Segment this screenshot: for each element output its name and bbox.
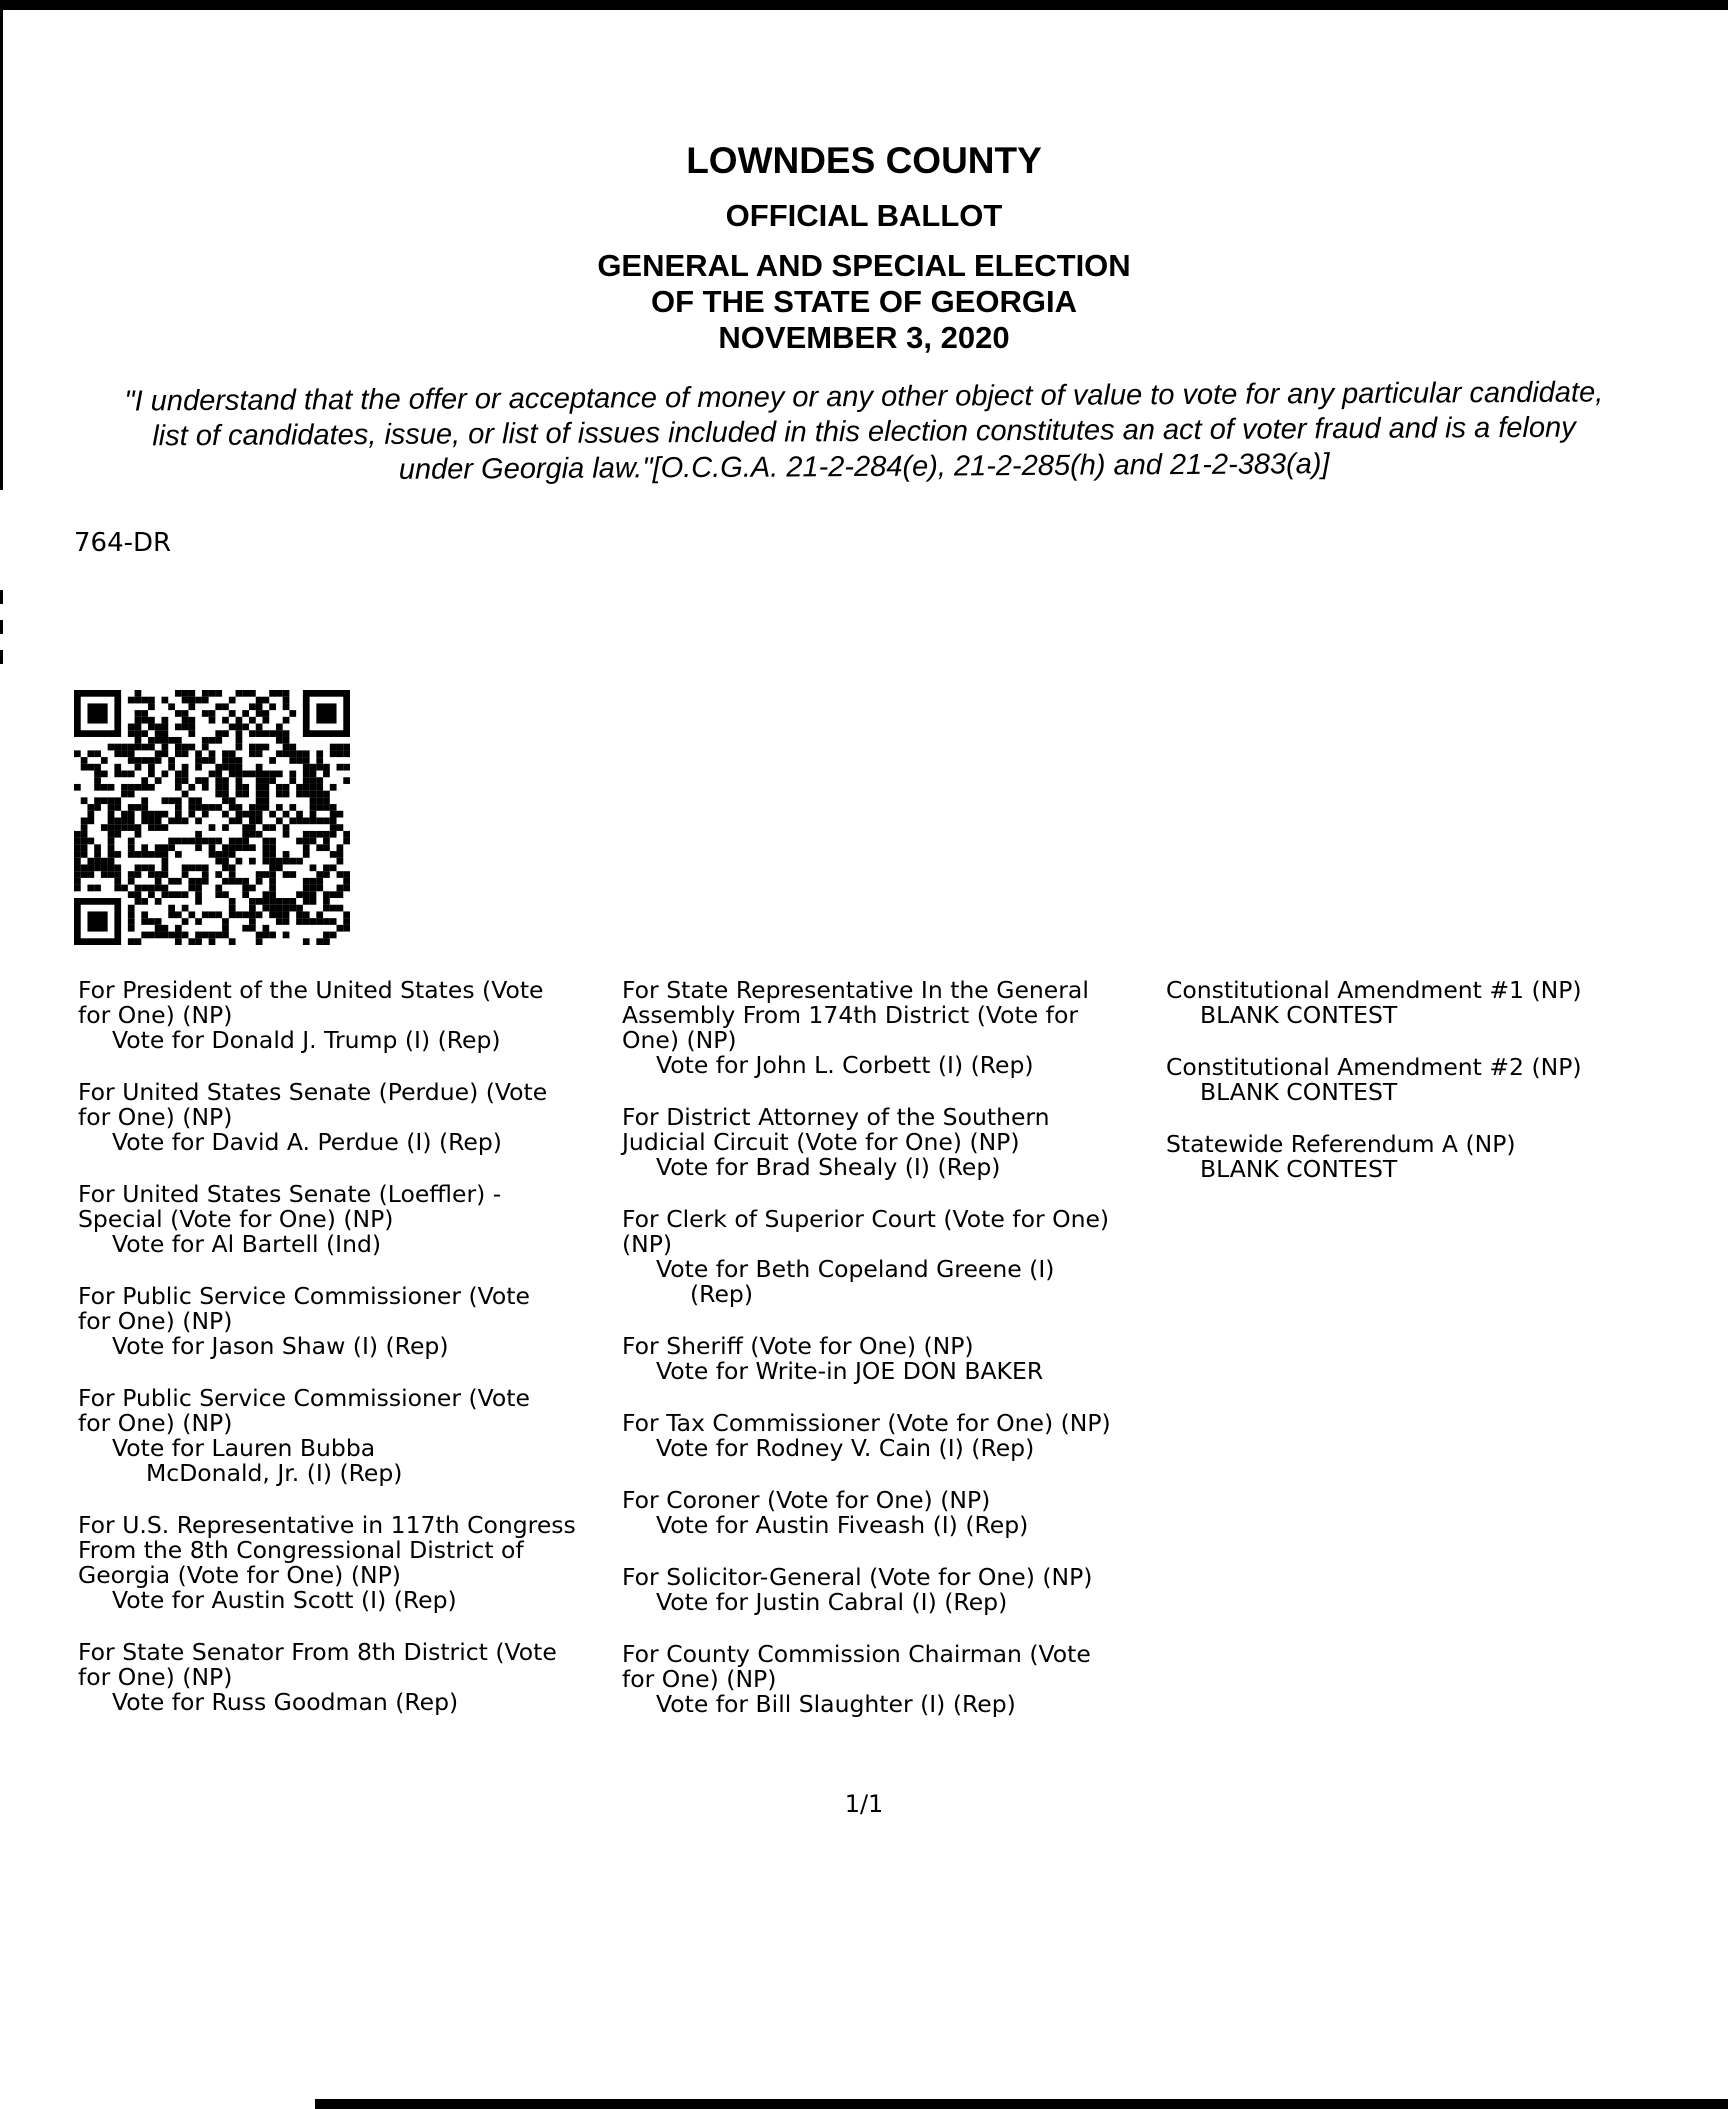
oath-line-1: "I understand that the offer or acceptance of money or any other object of value to vote for any particular candidate,: [124, 376, 1604, 418]
contest-selection: Vote for Beth Copeland Greene (I): [656, 1255, 1055, 1283]
contest-selection-continued: McDonald, Jr. (I) (Rep): [146, 1459, 403, 1487]
election-heading: [0, 248, 1728, 356]
contest: [622, 1411, 1162, 1461]
contest-title: For Clerk of Superior Court (Vote for One) (NP): [622, 1205, 1110, 1258]
contest-selection: BLANK CONTEST: [1200, 1078, 1398, 1106]
contest-title: For United States Senate (Loeffler) - Special (Vote for One) (NP): [78, 1180, 502, 1233]
contest-title: For District Attorney of the Southern Judicial Circuit (Vote for One) (NP): [622, 1103, 1050, 1156]
contest-title: For County Commission Chairman (Vote for One) (NP): [622, 1640, 1091, 1693]
ballot-type-title: OFFICIAL BALLOT: [725, 198, 1003, 233]
contest: [622, 978, 1162, 1078]
contest-selection: Vote for David A. Perdue (I) (Rep): [112, 1128, 502, 1156]
contest: [622, 1488, 1162, 1538]
contest: [78, 1386, 618, 1486]
contest-selection: Vote for Al Bartell (Ind): [112, 1230, 382, 1258]
contest-selection: Vote for Rodney V. Cain (I) (Rep): [656, 1434, 1035, 1462]
contest-title: Constitutional Amendment #1 (NP): [1166, 976, 1582, 1004]
contest: [78, 1080, 618, 1155]
election-line-1: GENERAL AND SPECIAL ELECTION: [597, 248, 1131, 283]
contest: [1166, 1055, 1686, 1105]
ballot-column-3: [1166, 978, 1686, 1209]
contest-title: For State Senator From 8th District (Vote for One) (NP): [78, 1638, 557, 1691]
election-date: NOVEMBER 3, 2020: [718, 320, 1010, 355]
qr-code: [74, 690, 350, 945]
contest-selection: Vote for Austin Fiveash (I) (Rep): [656, 1511, 1029, 1539]
page-number: 1/1: [844, 1790, 884, 1818]
contest: [78, 1640, 618, 1715]
ballot-style-code: 764-DR: [74, 528, 172, 558]
contest: [78, 1513, 618, 1613]
voter-fraud-statement: [60, 375, 1669, 490]
contest-selection: Vote for Austin Scott (I) (Rep): [112, 1586, 457, 1614]
contest-selection: Vote for Bill Slaughter (I) (Rep): [656, 1690, 1016, 1718]
contest-selection: Vote for Brad Shealy (I) (Rep): [656, 1153, 1001, 1181]
contest-title: For Solicitor-General (Vote for One) (NP): [622, 1563, 1093, 1591]
contest-title: For State Representative In the General Assembly From 174th District (Vote for One) (NP): [622, 976, 1089, 1054]
left-scan-tick: [0, 650, 3, 664]
contest: [78, 1182, 618, 1257]
oath-line-3: under Georgia law."[O.C.G.A. 21-2-284(e), 21-2-285(h) and 21-2-383(a)]: [398, 448, 1330, 486]
contest: [622, 1642, 1162, 1717]
contest-title: For Sheriff (Vote for One) (NP): [622, 1332, 974, 1360]
contest-title: Statewide Referendum A (NP): [1166, 1130, 1516, 1158]
election-line-2: OF THE STATE OF GEORGIA: [651, 284, 1077, 319]
contest: [622, 1105, 1162, 1180]
contest: [1166, 978, 1686, 1028]
contest-selection: BLANK CONTEST: [1200, 1001, 1398, 1029]
contest-title: For Public Service Commissioner (Vote for One) (NP): [78, 1384, 530, 1437]
contest-title: For United States Senate (Perdue) (Vote for One) (NP): [78, 1078, 548, 1131]
oath-line-2: list of candidates, issue, or list of issues included in this election constitutes an act of voter fraud and is a felony: [152, 411, 1576, 453]
contest-selection: Vote for Russ Goodman (Rep): [112, 1688, 459, 1716]
contest-selection: Vote for Lauren Bubba: [112, 1434, 376, 1462]
contest: [78, 1284, 618, 1359]
contest-selection: Vote for Jason Shaw (I) (Rep): [112, 1332, 449, 1360]
ballot-column-1: [78, 978, 618, 1742]
left-scan-tick: [0, 590, 3, 604]
contest-title: For Public Service Commissioner (Vote for One) (NP): [78, 1282, 530, 1335]
bottom-border: [315, 2099, 1728, 2109]
contest-title: For Coroner (Vote for One) (NP): [622, 1486, 991, 1514]
contest-selection-continued: (Rep): [690, 1280, 753, 1308]
contest-selection: Vote for Donald J. Trump (I) (Rep): [112, 1026, 501, 1054]
contest-selection: Vote for Justin Cabral (I) (Rep): [656, 1588, 1008, 1616]
ballot-column-2: [622, 978, 1162, 1744]
left-scan-tick: [0, 620, 3, 634]
contest-title: Constitutional Amendment #2 (NP): [1166, 1053, 1582, 1081]
contest-selection: Vote for Write-in JOE DON BAKER: [656, 1357, 1044, 1385]
top-border: [0, 0, 1728, 10]
county-title: LOWNDES COUNTY: [686, 140, 1042, 181]
contest-selection: Vote for John L. Corbett (I) (Rep): [656, 1051, 1034, 1079]
contest-selection: BLANK CONTEST: [1200, 1155, 1398, 1183]
contest: [622, 1334, 1162, 1384]
contest: [622, 1207, 1162, 1307]
contest: [1166, 1132, 1686, 1182]
contest-title: For President of the United States (Vote for One) (NP): [78, 976, 544, 1029]
contest: [78, 978, 618, 1053]
contest-title: For Tax Commissioner (Vote for One) (NP): [622, 1409, 1111, 1437]
contest-title: For U.S. Representative in 117th Congress From the 8th Congressional District of Georgia (Vote for One) (NP): [78, 1511, 576, 1589]
contest: [622, 1565, 1162, 1615]
